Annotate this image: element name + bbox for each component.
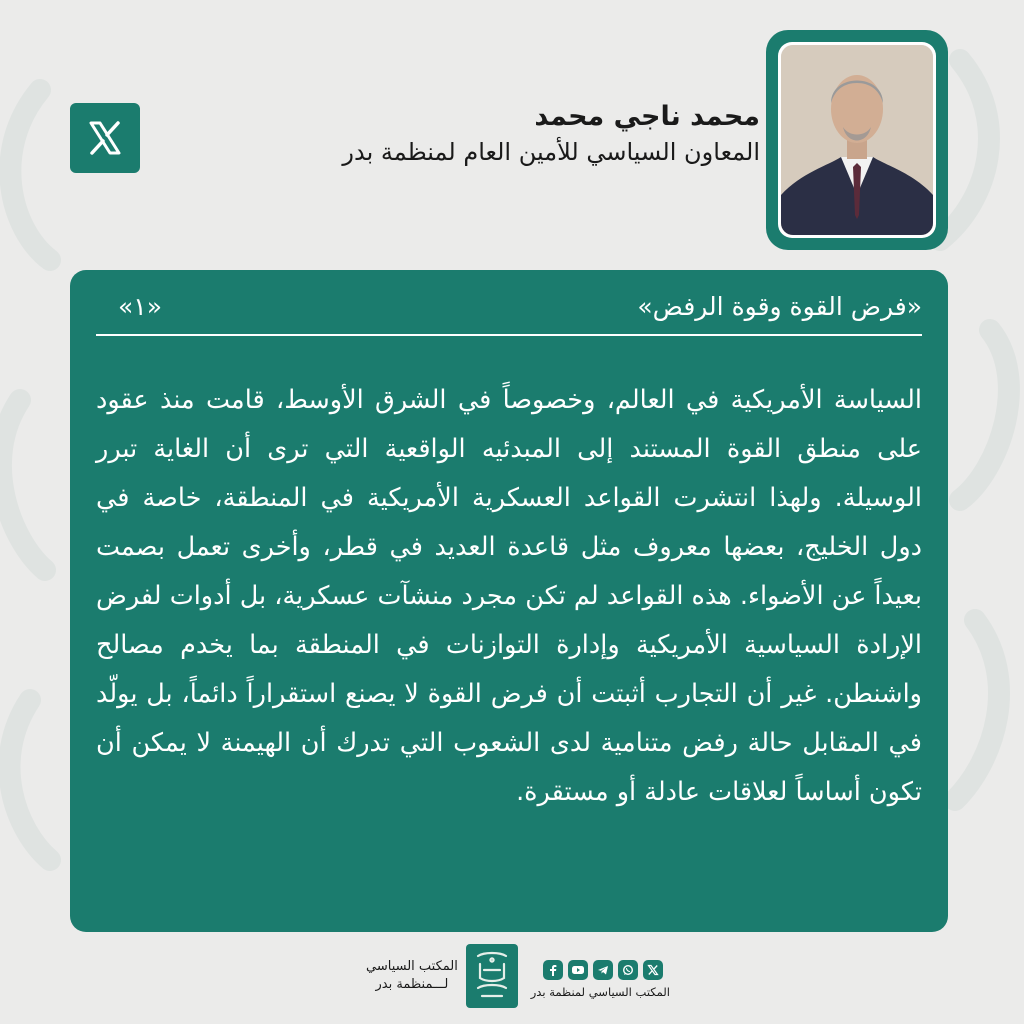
office-name-line1: المكتب السياسي (366, 959, 458, 974)
article-card (70, 270, 948, 932)
author-name: محمد ناجي محمد (534, 101, 760, 132)
person-silhouette-icon (781, 45, 933, 235)
article-body: السياسة الأمريكية في العالم، وخصوصاً في الشرق الأوسط، قامت منذ عقود على منطق القوة المستند إلى المبدئيه الواقعية التي ترى أن الغاية تبرر الوسيلة. ولهذا انتشرت القواعد العسكرية الأمريكية في المنطقة، خاصة في دول الخليج، بعضها معروف مثل قاعدة العديد في قطر، وأخرى تعمل بصمت بعيداً عن الأضواء. هذه القواعد لم تكن مجرد منشآت عسكرية، بل أدوات لفرض الإرادة السياسية الأمريكية وإدارة التوازنات في المنطقة بما يخدم مصالح واشنطن. غير أن التجارب أثبتت أن فرض القوة لا يصنع استقراراً دائماً، بل يولّد في المقابل حالة رفض متنامية لدى الشعوب التي تدرك أن الهيمنة لا يمكن أن تكون أساساً لعلاقات عادلة أو مستقرة. (96, 385, 922, 807)
youtube-icon[interactable] (568, 960, 588, 980)
badr-calligraphy-logo (466, 944, 518, 1008)
article-number: «١» (118, 292, 163, 321)
portrait-mat (778, 42, 936, 238)
calligraphy-logo-icon (470, 948, 514, 1004)
portrait-frame (766, 30, 948, 250)
office-name-line2: لـــمنظمة بدر (375, 977, 449, 992)
footer-office-brand (366, 944, 518, 1008)
facebook-icon[interactable] (543, 960, 563, 980)
office-name (366, 958, 458, 994)
telegram-icon[interactable] (593, 960, 613, 980)
author-info (342, 100, 760, 170)
x-logo-icon (85, 118, 125, 158)
x-platform-badge (70, 103, 140, 173)
social-handle: المكتب السياسي لمنظمة بدر (530, 985, 670, 999)
portrait-photo (781, 45, 933, 235)
footer-social (530, 960, 670, 999)
title-divider (96, 334, 922, 336)
whatsapp-icon[interactable] (618, 960, 638, 980)
author-title: المعاون السياسي للأمين العام لمنظمة بدر (342, 138, 760, 166)
x-icon[interactable] (643, 960, 663, 980)
social-icons-row (536, 960, 670, 980)
article-title: «فرض القوة وقوة الرفض» (637, 292, 922, 321)
